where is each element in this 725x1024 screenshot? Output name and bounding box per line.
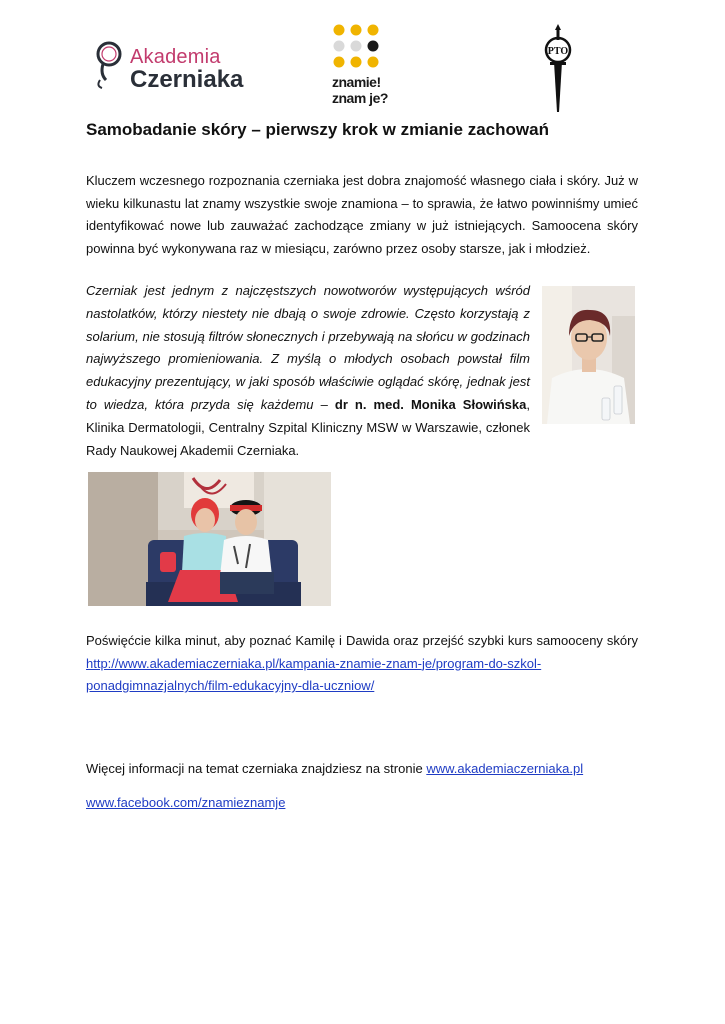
more-info-text: Więcej informacji na temat czerniaka znajdziesz na stronie <box>86 761 427 776</box>
znamie-word: znamie! <box>332 74 381 90</box>
website-link[interactable]: www.akademiaczerniaka.pl <box>426 761 584 776</box>
quote-affiliation: , Klinika Dermatologii, Centralny Szpital Kliniczny MSW w Warszawie, członek Rady Naukowej Akademii Czerniaka. <box>86 396 530 458</box>
pto-letters: PTO <box>547 46 569 57</box>
more-info-paragraph <box>86 759 646 779</box>
quote-text: Czerniak jest jednym z najczęstszych nowotworów występujących wśród nastolatków, którzy niestety nie dbają o swoje zdrowie. Często korzystają z solarium, nie stosują filtrów słonecznych i przebywają na słońcu w godzinach najwyższego promieniowania. Z myślą o młodych osobach powstał film edukacyjny prezentujący, w jaki sposób właściwie oglądać skórę, jednak jest to wiedza, która przyda się każdemu <box>86 283 530 412</box>
quote-author: dr n. med. Monika Słowińska <box>334 396 527 412</box>
teens-on-couch-photo <box>88 472 331 606</box>
facebook-paragraph <box>86 793 386 813</box>
czerniaka-word: Czerniaka <box>130 66 244 93</box>
magnifier-icon <box>94 40 128 90</box>
akademia-czerniaka-logo <box>94 40 254 98</box>
film-paragraph-text: Poświęćcie kilka minut, aby poznać Kamilę i Dawida oraz przejść szybki kurs samooceny skóry <box>86 633 638 648</box>
quote-dash: – <box>313 396 335 412</box>
intro-paragraph: Kluczem wczesnego rozpoznania czerniaka jest dobra znajomość własnego ciała i skóry. Już w wieku kilkunastu lat znamy wszystkie swoje znamiona – to sprawia, że łatwo powinniśmy umieć identyfikować nowe lub zauważać zachodzące zmiany w już istniejących. Samoocena skóry powinna być wykonywana raz w miesiącu, zarówno przez osoby starsze, jak i młodzież. <box>86 173 638 256</box>
znamie-znam-je-logo <box>330 24 386 108</box>
akademia-word: Akademia <box>130 46 221 68</box>
document-title: Samobadanie skóry – pierwszy krok w zmianie zachowań <box>86 120 549 139</box>
dots-grid-icon <box>332 24 382 68</box>
znam-je-word: znam je? <box>332 90 388 106</box>
expert-quote-paragraph <box>86 280 530 462</box>
pto-emblem-logo <box>538 22 578 114</box>
film-link[interactable]: http://www.akademiaczerniaka.pl/kampania-znamie-znam-je/program-do-szkol-ponadgimnazjalnych/film-edukacyjny-dla-uczniow/ <box>86 655 542 693</box>
facebook-link[interactable]: www.facebook.com/znamieznamje <box>86 795 286 810</box>
doctor-portrait-photo <box>542 286 635 424</box>
film-paragraph <box>86 630 638 698</box>
